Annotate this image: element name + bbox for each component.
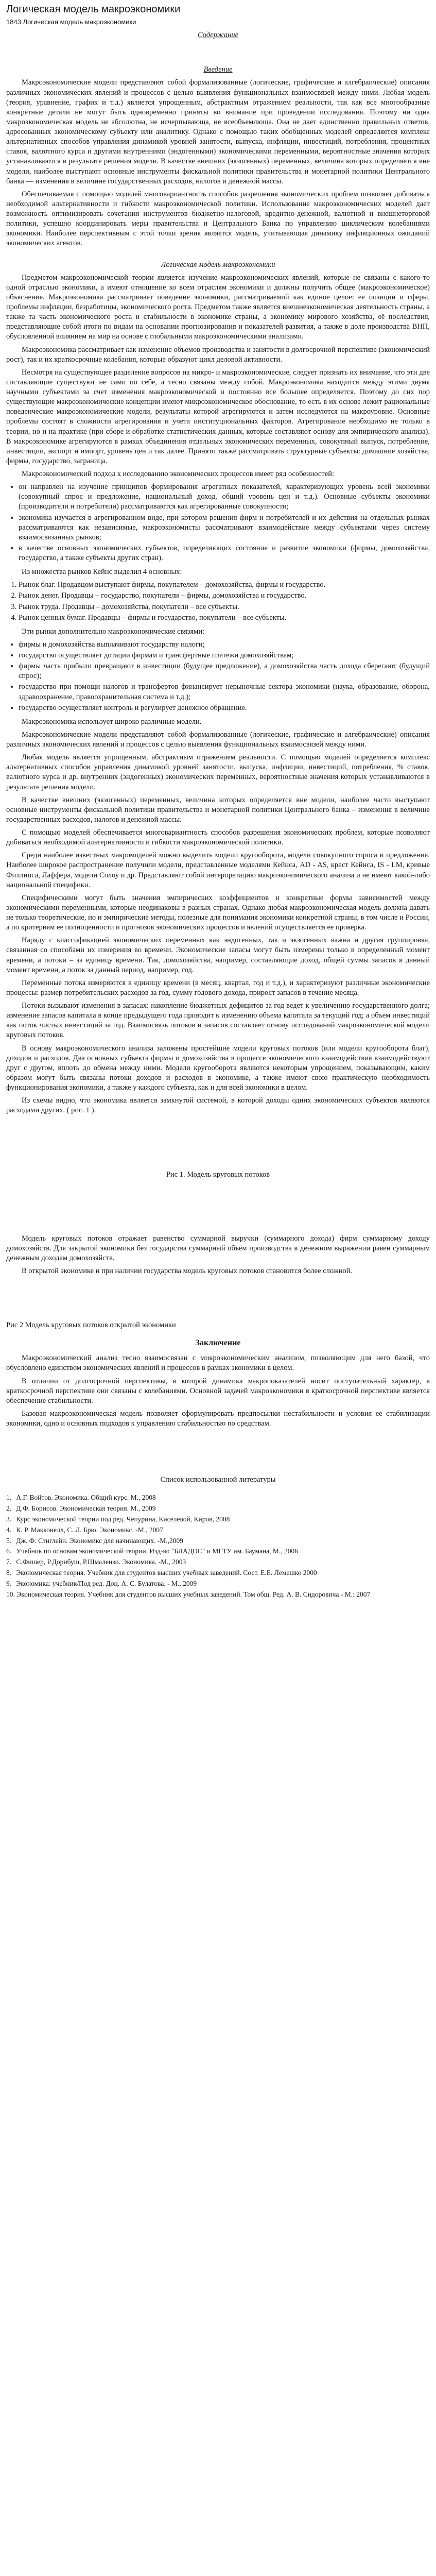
conclusion-paragraph: Макроэкономический анализ тесно взаимосвязан с микроэкономическим анализом, позволяющим для него базой, что обусловлено единством экономических явлений и процессов в рамках экономики в целом. [6,1354,430,1372]
logic-paragraph: Макроэкономика рассматривает как изменение объемов производства и занятости в долгосрочной перспективе (экономический рост), так и их краткосрочные колебания, которые образуют цикл деловой активности. [6,345,430,364]
list-item: • в качестве основных экономических субъектов, определяющих состояние и развитие экономики (фирмы, домохозяйства, государство, а также субъекты других стран). [19,544,430,563]
flows-intro: Эти рынки дополнительно макроэкономические связями: [22,627,205,636]
reference-item: 2. Д.Ф. Борисов. Экономическая теория. М., 2009 [6,1504,156,1513]
reference-item: 10. Экономическая теория. Учебник для студентов высших учебных заведений. Том общ. Ред. А. В. Сидоровича - М.: 2007 [6,1590,371,1598]
figure-2-caption: Рис 2 Модель круговых потоков открытой экономики [6,1321,176,1330]
document-title: Логическая модель макроэкономики [6,4,181,15]
logic-paragraph: Специфическими могут быть значения эмпирических коэффициентов и конкретные формы зависимостей между экономическими переменными, которые неодинаковы в разных странах. Однако любая макроэкономическая модель должна давать не только теоретические, но и эмпирические методы, полезные для понимания экономики конкретной страны, в том числе и России, а по критериям ее полноценности и прогнозов экономических процессов и явлений осуществляется ее проверка. [6,893,430,932]
logic-paragraph: Модель круговых потоков отражает равенство суммарной выручки (суммарного дохода) фирм суммарному доходу домохозяйств. Для закрытой экономики без государства суммарный объём производства в денежном выражении равен суммарным денежным доходам домохозяйств. [6,1234,430,1262]
markets-intro: Из множества рынков Кейнс выделил 4 основных: [22,568,182,577]
reference-item: 5. Дж. Ф. Стиглейн. Экономикс для начинающих. -М.,2009 [6,1536,183,1545]
logic-paragraph: Предметом макроэкономической теории является изучение макроэкономических явлений, которые не связаны с какого-то одной отраслью экономики, а имеют отношение ко всем отраслям экономики и должны получить общее (макроэкономическое) объяснение. Макроэкономика рассматривает поведение экономики, рассматриваемой как единое целое: ее позиции и сферы, проблемы инфляции, безработицы, экономического роста. Предметом также является внешнеэкономическая деятельность страны, а также та часть экономического роста и стабильности в экономике страны, а экономику мирового хозяйства, её последствия, представляющие собой итоги по видам на основании прогнозирования и показателей развития, а также в доле производства ВНП, обусловленной влиянием на мир на основе с глобальными макроэкономическими анализами. [6,273,430,341]
logic-paragraph: Из схемы видно, что экономика является замкнутой системой, в которой доходы одних экономических субъектов являются расходами других. ( рис. 1 ). [6,1096,430,1115]
reference-item: 4. К. Р. Макконелл, С. Л. Брю. Экономикс. -М., 2007 [6,1526,163,1534]
references-list [6,1493,430,1599]
document-subtitle: 1843 Логическая модель макроэкономики [6,18,136,26]
toc-label: Содержание [197,31,239,40]
logic-paragraph: Макроэкономический подход к исследованию экономических процессов имеет ряд особенностей: [22,470,334,479]
list-item: • государство осуществляет дотации фирмам и трансфертные платежи домохозяйствам; [19,651,430,660]
figure-2-placeholder [6,1279,430,1320]
logic-paragraph: Макроэкономические модели представляют собой формализованные (логические, графические и алгебраические) описания различных экономических явлений и процессов с целью выявления функциональных взаимосвязей между ними. [6,730,430,749]
logic-paragraph: С помощью моделей обеспечивается многовариантность способов разрешения экономических проблем, которые позволяют добиваться необходимой альтернативности и гибкости макроэкономической политики. [6,828,430,847]
list-item: 2. Рынок денег. Продавцы – государство, покупатели – фирмы, домохозяйства и государство. [19,591,430,601]
logic-paragraph: В открытой экономике и при наличии государства модель круговых потоков становится более сложной. [22,1266,353,1275]
logic-paragraph: Переменные потока измеряются в единицу времени (в месяц, квартал, год и т.д.), и характеризуют различные экономические процессы: размер потребительских расходов за год, сумму годового дохода, прирост запасов в течение месяца. [6,978,430,997]
logic-paragraph: В основу макроэкономического анализа заложены простейшие модели круговых потоков (или модели кругооборота благ), доходов и расходов. Два основных субъекта фирмы и домохозяйства в процессе экономического взаимодействия взаимодействуют друг с другом, вплоть до обмена между ними. Модели кругооборота являются некоторым упрощением, показывающим, каким образом могут быть связаны потоки доходов и расходов в экономике, а также имеют свою практическую необходимость функционирования экономики, а также у каждого субъекта, как и для всей экономики в целом. [6,1044,430,1092]
reference-item: 1. А.Г. Войтов. Экономика. Общий курс. М., 2008 [6,1494,156,1502]
list-item: • фирмы и домохозяйства выплачивают государству налоги; [19,640,430,650]
list-item: 3. Рынок труда. Продавцы – домохозяйства, покупатели – все субъекты. [19,602,430,612]
logic-paragraph: В качестве внешних (экзогенных) переменных, величина которых определяется вне модели, наиболее часто выступают основные инструменты фискальной политики правительства и монетарной политики Центрального банка – изменения в величине государственных расходов, налогов и денежной массы. [6,795,430,824]
list-item: • фирмы часть прибыли превращают в инвестиции (будущее предложение), а домохозяйства часть дохода сберегают (будущий спрос); [19,662,430,681]
conclusion-paragraph: Базовая макроэкономическая модель позволяет сформулировать предпосылки нестабильности и условия ее стабилизации экономики, одно и основных подходов к управлению стабильностью по средствам. [6,1409,430,1428]
reference-item: 6. Учебник по основам экономической теории. Изд-во "БЛАДОС" и МГТУ им. Баумана, М., 2006 [6,1547,299,1555]
flows-list [6,640,430,713]
reference-item: 3. Курс экономической теории под ред. Чепурина, Киселевой, Киров, 2008 [6,1515,230,1523]
logic-paragraph: Любая модель является упрощенным, абстрактным отражением реальности. С помощью моделей определяется комплекс альтернативных способов управления динамикой уровней занятости, выпуска, инфляции, инвестиций, потребления, % ставок, валютного курса и др. внутренних (эндогенных) экономических переменных, вероятностные значения которых устанавливаются в результате решения модели. [6,753,430,791]
list-item: • экономика изучается в агрегированном виде, при котором решения фирм и потребителей и их действия на отдельных рынках рассматриваются как независимые, макроэкономисты рассматривают взаимодействие между субъектами через систему взаимосвязанных рынков; [19,513,430,543]
logic-paragraph: Несмотря на существующее разделение вопросов на микро- и макроэкономические, следует признать их внимание, что эти две составляющие существуют не сами по себе, а тесно связаны между собой. Макроэкономика находится между этими двумя научными субъектами за счет изменения макроэкономической и постоянно все большее определяется. Поэтому до сих пор существующие макроэкономические концепции имеют микроэкономическое обоснование, то есть в их основе лежит рациональные поведенческие макроэкономические модели, результаты которой агрегируются и затем исследуются на макроуровне. Основные проблемы состоят в сложности агрегирования и учета институциональных факторов. Агрегирование необходимо не только в теории, но и на практике (при сборе и обработке статистических данных, которые составляют основу для эмпирического анализа). В макроэкономике агрегируются в рамках объединения отдельных экономических переменных, совокупный выпуск, потребление, инвестиции, экспорт и импорт, уровень цен и так далее. Принято также рассматривать структурные субъекты: домашние хозяйства, фирмы, государство, заграница. [6,368,430,465]
logic-paragraph: Потоки вызывают изменения в запасах: накопление бюджетных дефицитов за год ведет к увеличению государственного долга; изменение запасов капитала в конце предыдущего года приводит к изменению объема капитала за текущий год; а объем инвестиций как поток чистых инвестиций за год. Взаимосвязь потоков и запасов составляет основу исследований макроэкономической модели круговых потоков. [6,1002,430,1040]
reference-item: 8. Экономическая теория. Учебник для студентов высших учебных заведений. Сост. Е.Е. Лемешко 2000 [6,1568,317,1577]
logic-paragraph: Среди наиболее известных макромоделей можно выделить модели кругооборота, модели совокупного спроса и предложения. Наиболее широкое распространение получили модели, представленные моделями Кейнса, AD - AS, крест Кейнса, IS - LM, кривые Филлипса, Лаффера, модели Солоу и др. Представляют собой интерпретацию макроэкономического анализа и не имеют какой-либо национальной специфики. [6,851,430,889]
figure-1-placeholder [6,1118,430,1160]
list-item: 1. Рынок благ. Продавцом выступают фирмы, покупателем – домохозяйства, фирмы и государство. [19,580,430,590]
figure-1-spacing [6,1193,430,1234]
intro-heading: Введение [203,65,233,74]
list-item: • государство при помощи налогов и трансфертов финансирует нерыночные сектора экономики (наука, образование, оборона, здравоохранение, правоохранительная система и т.д.); [19,682,430,702]
references-heading: Список использованной литературы [160,1476,276,1484]
logic-paragraph: Наряду с классификацией экономических переменных как эндогенных, так и экзогенных важна и другая группировка, связанная со способами их измерения во времени. Экономические запасы могут быть измерены только в определенный момент времени, а потоки – за единицу времени. Так, домохозяйства, например, составляющие доход, общей суммы запасов в данный момент времени, а поток за данный период, например, год. [6,936,430,974]
conclusion-paragraph: В отличии от долгосрочной перспективы, в которой динамика макропоказателей носит поступательный характер, в краткосрочной перспективе они связаны с колебаниями. Основной задачей макроэкономики в краткосрочной перспективе является обеспечение стабильности. [6,1377,430,1405]
features-list [6,482,430,563]
list-item: • он направлен на изучение принципов формирования агрегатных показателей, характеризующих уровень всей экономики (совокупный спрос и предложение, национальный доход, общий уровень цен и т.д.). Основные субъекты экономики (производители и потребители) рассматриваются как агрегированные совокупности; [19,482,430,512]
markets-list [6,580,430,623]
reference-item: 7. С.Фишер, Р.Дорнбуш, Р.Шмалензи. Экономика. -М., 2003 [6,1558,186,1566]
reference-item: 9. Экономика: учебник/Под ред. Доц. А. С. Булатова. - М., 2009 [6,1579,197,1587]
after-flows: Макроэкономика использует широко различные модели. [22,717,202,726]
list-item: • государство осуществляет контроль и регулирует денежное обращение. [19,703,430,713]
figure-1-caption: Рис 1. Модель круговых потоков [166,1171,270,1179]
conclusion-heading: Заключение [195,1338,241,1348]
intro-paragraph: Обеспечиваемая с помощью моделей многовариантность способов разрешения экономических проблем позволяет добиваться необходимой альтернативности и гибкости макроэкономической политики. Использование макроэкономических моделей дает возможность оптимизировать сочетания инструментов бюджетно-налоговой, кредитно-денежной, валютной и внешнеторговой политики, успешно координировать меры правительства и Центрального Банка по управлению циклическим колебаниями экономики. Наиболее перспективным с этой точки зрения является модель, учитывающая динамику инфляционных ожиданий экономических агентов. [6,190,430,248]
intro-paragraph: Макроэкономические модели представляют собой формализованные (логические, графические и алгебраические) описания различных экономических явлений и процессов с целью выявления функциональных взаимосвязей между ними. Любая модель (теория, уравнение, график и т.д.) является упрощенным, абстрактным отражением реальности, так как все многообразные конкретные детали не могут быть одновременно приняты во внимание при проведении исследования. Поэтому ни одна макроэкономическая модель не абсолютна, не исчерпывающа, не всеобъемлюща. Она не дает единственно правильных ответов, адресованных экономическому субъекту или аналитику. Однако с помощью таких обобщенных моделей определяется комплекс альтернативных способов управления динамикой уровней занятости, выпуска, инфляции, инвестиций, потребления, процентных ставок, валютного курса и другими внутренними (эндогенными) экономическими переменными, вероятностные значения которых устанавливаются в результате решения модели. В качестве внешних (экзогенных) переменных, величина которых определяется вне модели, наиболее выступают основные инструменты фискальной политики правительства и монетарной политики Центрального банка — изменения в величине государственных расходов, налогов и денежной массы. [6,78,430,185]
logic-heading: Логическая модель макроэкономики [161,260,275,269]
list-item: 4. Рынок ценных бумаг. Продавцы – фирмы и государство, покупатели – все субъекты. [19,613,430,623]
